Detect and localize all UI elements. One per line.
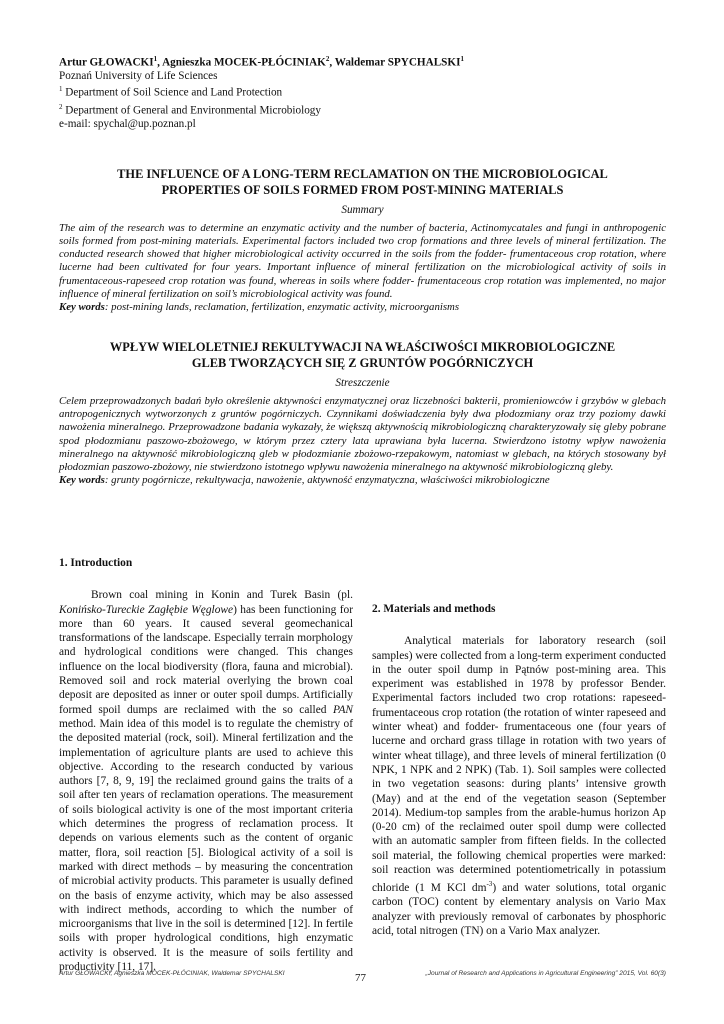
- methods-paragraph: [372, 634, 666, 938]
- author-affiliation-mark: 2: [325, 55, 330, 63]
- section-heading-methods: 2. Materials and methods: [372, 603, 496, 615]
- english-keywords: [59, 301, 666, 314]
- author-separator: ,: [329, 56, 335, 69]
- polish-title: [59, 339, 666, 371]
- author-name: Agnieszka MOCEK-PŁÓCINIAK: [162, 56, 326, 69]
- title-line: PROPERTIES OF SOILS FORMED FROM POST-MINING MATERIALS: [161, 182, 564, 197]
- author-affiliation-mark: 1: [460, 55, 464, 63]
- text-run: Analytical materials for laboratory research (soil samples) were collected from a long-term experiment conducted in the outer spoil dump in Pątnów post-mining area. This experiment was established in 1978 by professor Bender. Experimental factors included two crop rotations: rapeseed- frumentaceous crop rotation (the rotation of winter rapeseed and winter wheat) and fodder- frumentaceous one (four years of lucerne and orchard grass tillage in rotation with two years of winter wheat tillage), and three levels of mineral fertilization (0 NPK, 1 NPK and 2 NPK) (Tab. 1). Soil samples were collected in two vegetation seasons: during plants’ intensive growth (May) and at the end of the vegetation season (September 2014). Medium-top samples from the arable-humus horizon Ap (0-20 cm) of the reclaimed outer spoil dump were collected with an automatic sampler from fifteen fields. In the collected soil material, the following chemical properties were marked: soil reaction was determined potentiometrically in potassium chloride (1 M KCl dm: [372, 635, 666, 895]
- english-summary: The aim of the research was to determine an enzymatic activity and the number of bacteria, Actinomycatales and fungi in anthropogenic soils formed from post-mining materials. Experimental factors included two crop formations and three levels of mineral fertilization. The conducted research showed that higher microbiological activity occurred in the soils from the fodder- frumentaceous crop rotation, where lucerne had been cultivated for four years. Important influence of mineral fertilization on the microbiological activity of soils in frumentaceous-rapeseed crop rotation was found, whereas in soils where fodder- frumentaceous crop rotation was implemented, no major influence of mineral fertilization on soil’s microbiological activity was found.: [59, 221, 666, 301]
- dept-name: Department of General and Environmental Microbiology: [62, 104, 321, 117]
- author-separator: ,: [157, 56, 163, 69]
- keywords-label: Key words: [59, 301, 105, 314]
- department-1: [59, 83, 666, 100]
- text-run-italic: Konińsko-Tureckie Zagłębie Węglowe: [59, 603, 234, 616]
- footer-authors: Artur GŁOWACKI, Agnieszka MOCEK-PŁÓCINIAK, Waldemar SPYCHALSKI: [59, 970, 285, 977]
- text-run: Brown coal mining in Konin and Turek Basin (pl.: [91, 589, 353, 602]
- keywords-text: : post-mining lands, reclamation, fertilization, enzymatic activity, microorganisms: [104, 301, 460, 314]
- dept-mark: 2: [59, 102, 63, 111]
- text-run: ) and water solutions, total organic carbon (TOC) content by elementary analysis on Vario Max analyzer with previously removal of carbonates by phosphoric acid, total nitrogen (TN) on a Vario Max analyzer.: [372, 882, 666, 938]
- title-line: THE INFLUENCE OF A LONG-TERM RECLAMATION ON THE MICROBIOLOGICAL: [117, 166, 608, 181]
- right-column: [372, 556, 666, 938]
- text-run: method. Main idea of this model is to regulate the chemistry of the deposited material (rock, soil). Mineral fertilization and the implementation of agriculture plants are used to achieve this objective. According to the research conducted by various authors [7, 8, 9, 19] the reclaimed ground gains the traits of a soil after ten years of reclamation operations. The measurement of soils biological activity is one of the most important criteria which determines the progress of reclamation process. It depends on various elements such as the content of organic matter, flora, soil reaction [5]. Biological activity of a soil is marked with direct methods – by measuring the concentration of microbial activity products. This parameter is usually defined on the basis of enzyme activity, which may be also assessed with indirect methods, according to which the number of microorganisms that live in the soil is determined [12]. In fertile soils with proper hydrological conditions, high enzymatic activity is observed. It is the measure of soils fertility and productivity [11, 17].: [59, 717, 353, 974]
- polish-summary: Celem przeprowadzonych badań było określenie aktywności enzymatycznej oraz liczebności bakterii, promieniowców i grzybów w glebach antropogenicznych wytworzonych z gruntów pogórniczych. Czynnikami doświadczenia były dwa płodozmiany oraz trzy poziomy dawki nawożenia mineralnego. Przeprowadzone badania wykazały, że większą aktywnością mikrobiologiczną charakteryzowały się gleby pobrane spod płodozmianu paszowo-zbożowego, w którym przez cztery lata uprawiana była lucerna. Stwierdzono istotny wpływ nawożenia mineralnego na aktywność mikrobiologiczną gleb w płodozmianie zbożowo-rzepakowym, natomiast w glebach, na których stosowany był płodozmian paszowo-zbożowy, nie stwierdzono istotnego wpływu nawożenia mineralnego na aktywność mikrobiologiczną gleby.: [59, 394, 666, 474]
- affiliations: [59, 70, 666, 132]
- author-name: Artur GŁOWACKI: [59, 56, 154, 69]
- dept-mark: 1: [59, 85, 63, 94]
- title-line: GLEB TWORZĄCYCH SIĘ Z GRUNTÓW POGÓRNICZYCH: [191, 355, 534, 370]
- text-run-italic: PAN: [332, 703, 353, 716]
- keywords-text: : grunty pogórnicze, rekultywacja, nawożenie, aktywność enzymatyczna, właściwości mikrobiologiczne: [104, 474, 550, 487]
- author-affiliation-mark: 1: [153, 55, 158, 63]
- polish-keywords: [59, 474, 666, 487]
- paper-header: [59, 52, 666, 488]
- superscript: -3: [486, 880, 493, 889]
- left-column: [59, 556, 353, 974]
- dept-name: Department of Soil Science and Land Protection: [62, 87, 283, 100]
- author-name: Waldemar SPYCHALSKI: [334, 56, 461, 69]
- author-list: [59, 52, 666, 70]
- keywords-label: Key words: [59, 474, 105, 487]
- introduction-paragraph: [59, 588, 353, 974]
- title-line: WPŁYW WIELOLETNIEJ REKULTYWACJI NA WŁAŚCIWOŚCI MIKROBIOLOGICZNE: [109, 339, 616, 354]
- streszczenie-label: Streszczenie: [335, 376, 390, 389]
- summary-label: Summary: [341, 203, 384, 216]
- university-name: Poznań University of Life Sciences: [59, 69, 218, 82]
- english-title: [59, 166, 666, 198]
- text-run: ) has been functioning for more than 60 years. It caused several geomechanical transformations of the landscape. Especially terrain morphology and hydrological conditions were changed. This changes influence on the local biodiversity (flora, fauna and microbial). Removed soil and rock material overlying the brown coal deposit are deposited as inner or outer spoil dumps. Artificially formed spoil dumps are reclaimed with the so called: [59, 603, 354, 716]
- contact-email: e-mail: spychal@up.poznan.pl: [59, 117, 196, 130]
- footer-journal: „Journal of Research and Applications in Agricultural Engineering” 2015, Vol. 60(3): [425, 970, 666, 977]
- section-heading-introduction: 1. Introduction: [59, 557, 133, 569]
- page-number: 77: [355, 972, 366, 984]
- department-2: [59, 101, 666, 118]
